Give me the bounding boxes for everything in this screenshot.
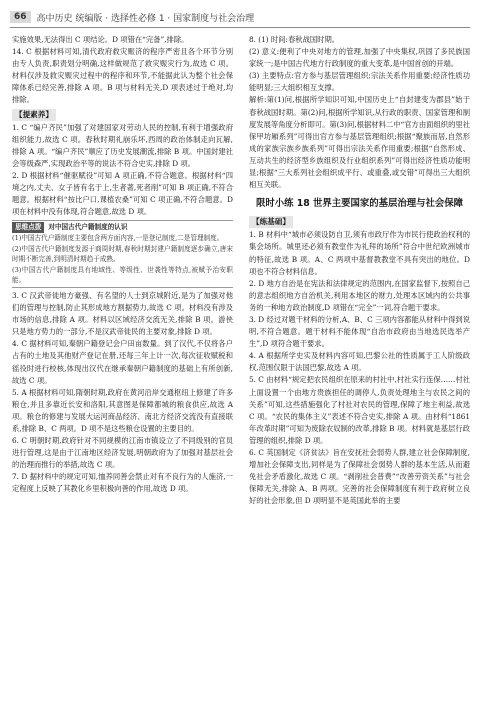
left-column [12, 34, 233, 697]
answer-paragraph: 8. (1) 时间:春秋战国时期。 [249, 35, 340, 44]
answer-paragraph: 5. C 由材料“规定把农民组织在原来的村社中,村社实行连保……村社上面设置一个由地方贵族担任的调停人,负责处理地主与农民之间的关系”可知,这些措施强化了村社对农民的管理,保障了地主利益,故选 C 项。“农民的集体主义”表述不符合史实,排除 A 项。由材料“1861 年改革时期”可知为废除农奴制的改革,排除 B 项。材料就是基层行政管理的组织,排除 D 项。 [249, 375, 470, 445]
answer-paragraph: 4. A 根据所学史实及材料内容可知,巴黎公社的性质属于工人阶级政权,范围仅限于法国巴黎,故选 A 项。 [249, 351, 470, 373]
lesson-title: 限时小练 18 世界主要国家的基层治理与社会保障 [255, 198, 464, 210]
answer-paragraph: 14. C 根据材料可知,清代政府救灾赈济的程序严密且各个环节分别由专人负责,职责划分明确,这样做规范了救灾赈灾行为,故选 C 项。材料仅涉及救灾赈灾过程中的程序和环节,不能据此认为整个社会保障体系已经完善,排除 A 项。B 项与材料无关,D 项表述过于绝对,均排除。 [12, 47, 233, 105]
tip-box [12, 220, 233, 288]
answer-paragraph: (3) 主要特点:官方参与基层管理组织;宗法关系作用重要;经济性质功能明显;三大组织相互支撑。 [249, 71, 470, 93]
right-column [249, 34, 470, 697]
tip-heading: 对中国古代户籍制度的认识 [48, 223, 128, 232]
answer-paragraph: 5. A 根据材料可知,隋朝时期,政府在黄河沿岸交通枢纽上修建了许多粮仓,并且多靠近长安和洛阳,其意图是保障都城的粮食供应,故选 A 项。粮仓的修建与发展大运河商品经济、南北方经济交流没有直接联系,排除 B、C 两项。D 项不是这些粮仓设置的主要目的。 [12, 387, 233, 433]
page-header [10, 8, 470, 26]
answer-paragraph: 2. D 根据材料“催驱赋役”可知 A 项正确,不符合题意。根据材料“四境之内,丈夫、女子皆有名于上,生者著,死者削”可知 B 项正确,不符合题意。根据材料“按比户口,课植农桑”可知 C 项正确,不符合题意。D 项在材料中没有体现,符合题意,故选 D 项。 [12, 171, 233, 217]
tip-item: (2)中国古代户籍制度发源于商周时期,春秋时期封建户籍制度逐步确立,唐宋时期不断完善,到明清时期趋于成熟。 [12, 244, 233, 264]
header-text: 高中历史 统编版 · 选择性必修 1 · 国家制度与社会治理 [36, 13, 255, 24]
answer-paragraph: 7. D 据材料中的规定可知,恤养同善会禁止对有不良行为的人施济,一定程度上反映了其教化乡里积极向善的作用,故选 D 项。 [12, 472, 233, 494]
section-label: 【练基础】 [249, 216, 293, 228]
answer-paragraph: (2) 意义:便利了中央对地方的管理,加强了中央集权,巩固了多民族国家统一;是中国古代地方行政制度的重大变革,是中国首创的开端。 [249, 47, 470, 69]
answer-paragraph: 1. B 材料中“城市必须设防自卫,须有市政厅作为市民行使政治权利的集会场所。城里还必须有教堂作为礼拜的场所”符合中世纪欧洲城市的特征,故选 B 项。A、C 两项中基督教教堂不具有突出的地位。D 项也不符合材料信息。 [249, 230, 470, 276]
answer-paragraph: 1. C “编户齐民”加强了对建国家对劳动人民的控制,有利于增强政府组织能力,故选 C 项。春秋时期礼崩乐坏,西周的政治体制走向瓦解,排除 A 项。“编户齐民”顺应了历史发展潮流,排除 B 项。中国封建社会等级森严,实现政治平等的说法不符合史实,排除 D 项。 [12, 122, 233, 168]
answer-paragraph: 4. C 据材料可知,秦朝户籍登记会户田亩数量。到了汉代,不仅将各户占有的土地及其他财产登记在册,还每三年上计一次,每次征收赋税和徭役时进行校核,体现出汉代在继承秦朝户籍制度的基础上有所创新,故选 C 项。 [12, 339, 233, 385]
header-divider [10, 27, 470, 28]
answer-paragraph: 3. C 汉武帝徙地方豪强、有名望的人士到京城附近,是为了加强对他们的管理与控制,防止其形成地方割据势力,故选 C 项。材料没有涉及市场的信息,排除 A 项。材料以区域经济交流无关,排除 B 项。游侠只是地方势力的一部分,不是汉武帝徙民的主要对象,排除 D 项。 [12, 290, 233, 337]
tip-item: (3)中国古代户籍制度具有地域性、等级性、世袭性等特点,被赋予治安职能。 [12, 265, 233, 285]
answer-paragraph: 解析:第(1)问,根据所学知识可知,中国历史上“自封建变为郡县”始于春秋战国时期。第(2)问,根据所学知识,从行政的职责、国家管理和制度发展等角度分析即可。第(3)问,根据材料二中“官方由面组织的里社保甲坊厢系列”可得出官方参与基层管理组织;根据“聚族而居,自然形成的家族宗族乡族系列”可得出宗法关系作用重要;根据“自然形成、互动共生的经济型乡族组织及行业组织系列”可得出经济性质功能明显;根据“三大系列社会组织成平行、或重叠,或交错”可得出三大组织相互关联。 [249, 95, 470, 190]
section-label: 【提素养】 [12, 109, 56, 121]
answer-paragraph: 6. C 明朝时期,政府针对不同规模的江南市镇设立了不同级别的官员进行管理,这是由于江南地区经济发展,明朝政府为了加强对基层社会的治理而推行的举措,故选 C 项。 [12, 436, 233, 470]
page-number: 66 [10, 11, 31, 23]
answer-paragraph: 实施效果,无法得出 C 项结论。D 项错在“完备”,排除。 [12, 35, 189, 44]
answer-paragraph: 3. D 经过对题干材料的分析,A、B、C 三项内容都能从材料中得到说明,不符合题意。题干材料不能体现“自治市政府由当地选民选举产生”,D 项符合题干要求。 [249, 314, 470, 349]
answer-paragraph: 2. D 地方自治是在宪法和法律规定的范围内,在国家监督下,按照自己的意志组织地方自治机关,利用本地区的财力,处理本区域内的公共事务的一种地方政治制度,D 项错在“完全”一词,符合题干要求。 [249, 278, 470, 312]
tip-title: 思维点拨 [12, 222, 44, 233]
tip-item: (1)中国古代户籍制度主要包含两方面内容,一是登记制度,二是管理制度。 [12, 234, 224, 242]
answer-paragraph: 6. C 英国制定《济贫法》旨在安抚社会弱势人群,建立社会保障制度,增加社会保障支出,同样是为了保障社会弱势人群的基本生活,从而避免社会矛盾激化,故选 C 项。“剥削社会普费”“改善劳资关系”与社会保障无关,排除 A、B 两项。完善的社会保障制度有利于政府树立良好的社会形象,但 D 项明显不是英国此举的主要 [249, 448, 470, 506]
